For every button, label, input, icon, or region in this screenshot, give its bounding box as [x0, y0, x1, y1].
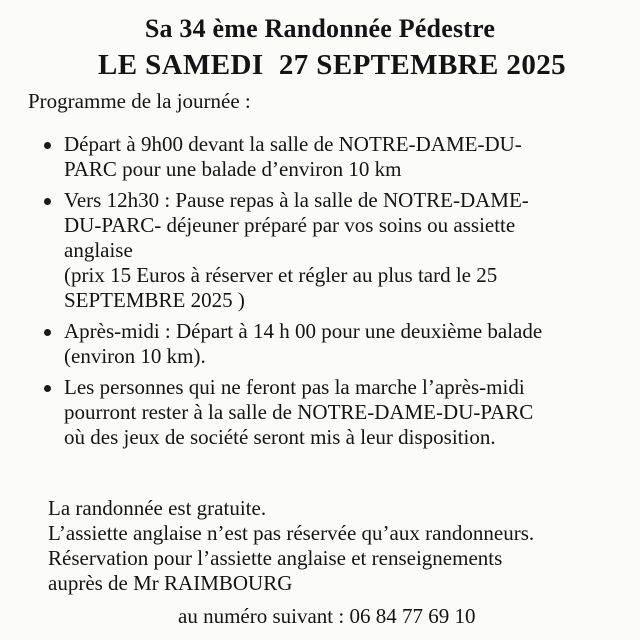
- programme-line: Vers 12h30 : Pause repas à la salle de NOTRE-DAME-: [64, 188, 529, 212]
- programme-line: DU-PARC- déjeuner préparé par vos soins ou assiette: [64, 213, 516, 237]
- programme-line: pourront rester à la salle de NOTRE-DAME-DU-PARC: [64, 400, 534, 424]
- bullet-icon: [44, 198, 51, 205]
- reservation-note: Réservation pour l’assiette anglaise et renseignements: [48, 546, 503, 570]
- contact-name: auprès de Mr RAIMBOURG: [48, 571, 293, 595]
- programme-line: Après-midi : Départ à 14 h 00 pour une deuxième balade: [64, 319, 543, 343]
- programme-line: (environ 10 km).: [64, 344, 206, 368]
- programme-line: où des jeux de société seront mis à leur disposition.: [64, 425, 496, 449]
- programme-item-repas: [42, 188, 622, 313]
- programme-line: SEPTEMBRE 2025 ): [64, 288, 245, 312]
- footer-info: [48, 496, 534, 629]
- event-date: LE SAMEDI 27 SEPTEMBRE 2025: [98, 49, 567, 81]
- programme-item-depart: [42, 132, 622, 182]
- programme-list: [42, 132, 622, 456]
- bullet-icon: [44, 385, 51, 392]
- programme-item-jeux: [42, 375, 622, 450]
- event-title: Sa 34 ème Randonnée Pédestre: [144, 14, 496, 43]
- programme-line: anglaise: [64, 238, 133, 262]
- assiette-note: L’assiette anglaise n’est pas réservée qu’aux randonneurs.: [48, 521, 535, 545]
- programme-line: PARC pour une balade d’environ 10 km: [64, 157, 402, 181]
- programme-heading: Programme de la journée :: [28, 89, 251, 113]
- programme-line: Départ à 9h00 devant la salle de NOTRE-DAME-DU-: [64, 132, 522, 156]
- programme-line: (prix 15 Euros à réserver et régler au plus tard le 25: [64, 263, 498, 287]
- programme-item-apres-midi: [42, 319, 622, 369]
- phone-number: au numéro suivant : 06 84 77 69 10: [178, 604, 476, 628]
- bullet-icon: [44, 142, 51, 149]
- free-note: La randonnée est gratuite.: [48, 496, 267, 520]
- bullet-icon: [44, 329, 51, 336]
- programme-line: Les personnes qui ne feront pas la marche l’après-midi: [64, 375, 525, 399]
